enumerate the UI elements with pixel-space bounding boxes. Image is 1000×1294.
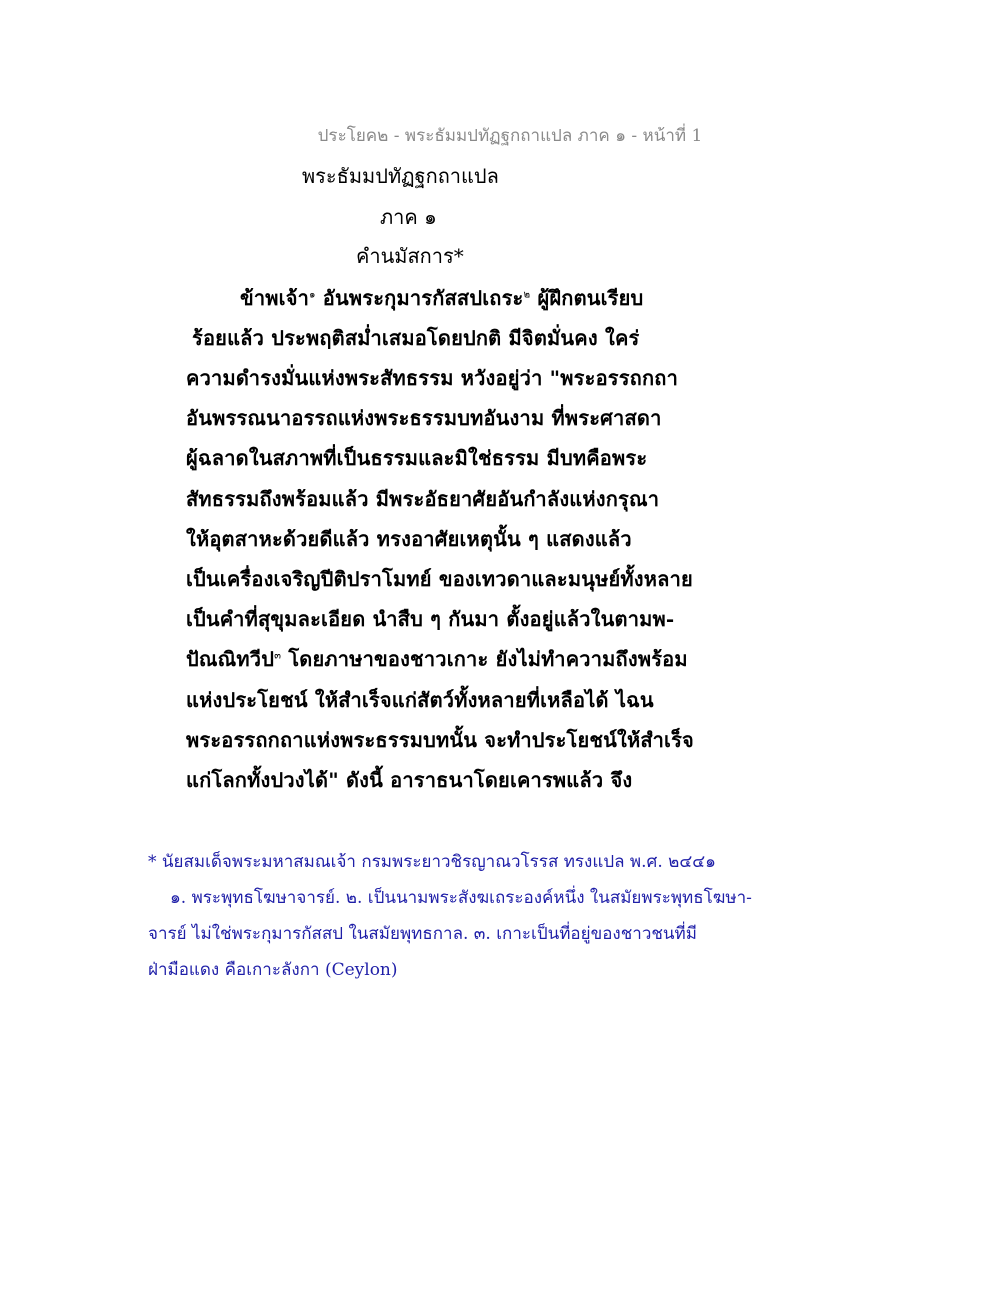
body-line-5: ผู้ฉลาดในสภาพที่เป็นธรรมและมิใช่ธรรม มีบทคือพระ: [186, 446, 648, 470]
body-line-10: [186, 643, 688, 675]
body-line-13: แก่โลกทั้งปวงได้" ดังนี้ อาราธนาโดยเคารพแล้ว จึง: [186, 768, 633, 792]
footnote-marker: ๑: [309, 289, 316, 301]
body-line-12: พระอรรถกถาแห่งพระธรรมบทนั้น จะทำประโยชน์ให้สำเร็จ: [186, 728, 694, 752]
body-line-4: อันพรรณนาอรรถแห่งพระธรรมบทอันงาม ที่พระศาสดา: [186, 406, 662, 430]
body-text-segment: ปัณณิทวีป: [186, 647, 275, 671]
body-text-segment: โดยภาษาของชาวเกาะ ยังไม่ทำความถึงพร้อม: [281, 647, 688, 671]
body-line-3: ความดำรงมั่นแห่งพระสัทธรรม หวังอยู่ว่า "พระอรรถกถา: [186, 366, 679, 390]
footnote-line: จารย์ ไม่ใช่พระกุมารกัสสป ในสมัยพุทธกาล. ๓. เกาะเป็นที่อยู่ของชาวชนที่มี: [148, 924, 697, 944]
body-line-1: [240, 282, 643, 314]
body-text-segment: อันพระกุมารกัสสปเถระ: [315, 286, 524, 310]
body-text-segment: ข้าพเจ้า: [240, 286, 310, 310]
body-line-7: ให้อุตสาหะด้วยดีแล้ว ทรงอาศัยเหตุนั้น ๆ แสดงแล้ว: [186, 527, 632, 551]
body-line-8: เป็นเครื่องเจริญปีติปราโมทย์ ของเทวดาและมนุษย์ทั้งหลาย: [186, 567, 693, 591]
footnote-source: * นัยสมเด็จพระมหาสมณเจ้า กรมพระยาวชิรญาณวโรรส ทรงแปล พ.ศ. ๒๔๔๑: [148, 852, 716, 872]
section-heading: คำนมัสการ*: [356, 244, 464, 268]
footnote-marker: ๓: [274, 650, 282, 662]
body-text-segment: ผู้ฝึกตนเรียบ: [530, 286, 644, 310]
footnote-marker: ๒: [523, 289, 531, 301]
part-number: ภาค ๑: [380, 205, 437, 229]
footnote-line: ๑. พระพุทธโฆษาจารย์. ๒. เป็นนามพระสังฆเถระองค์หนึ่ง ในสมัยพระพุทธโฆษา-: [170, 888, 752, 908]
body-line-2: ร้อยแล้ว ประพฤติสม่ำเสมอโดยปกติ มีจิตมั่นคง ใคร่: [192, 326, 640, 350]
body-line-9: เป็นคำที่สุขุมละเอียด นำสืบ ๆ กันมา ตั้งอยู่แล้วในตามพ-: [186, 607, 675, 631]
body-line-6: สัทธรรมถึงพร้อมแล้ว มีพระอัธยาศัยอันกำลังแห่งกรุณา: [186, 487, 660, 511]
body-line-11: แห่งประโยชน์ ให้สำเร็จแก่สัตว์ทั้งหลายที่เหลือได้ ไฉน: [186, 688, 654, 712]
running-head: ประโยค๒ - พระธัมมปทัฏฐกถาแปล ภาค ๑ - หน้าที่ 1: [317, 126, 703, 146]
footnote-line: ฝ่ามือแดง คือเกาะลังกา (Ceylon): [148, 960, 398, 980]
document-title: พระธัมมปทัฏฐกถาแปล: [302, 164, 499, 188]
